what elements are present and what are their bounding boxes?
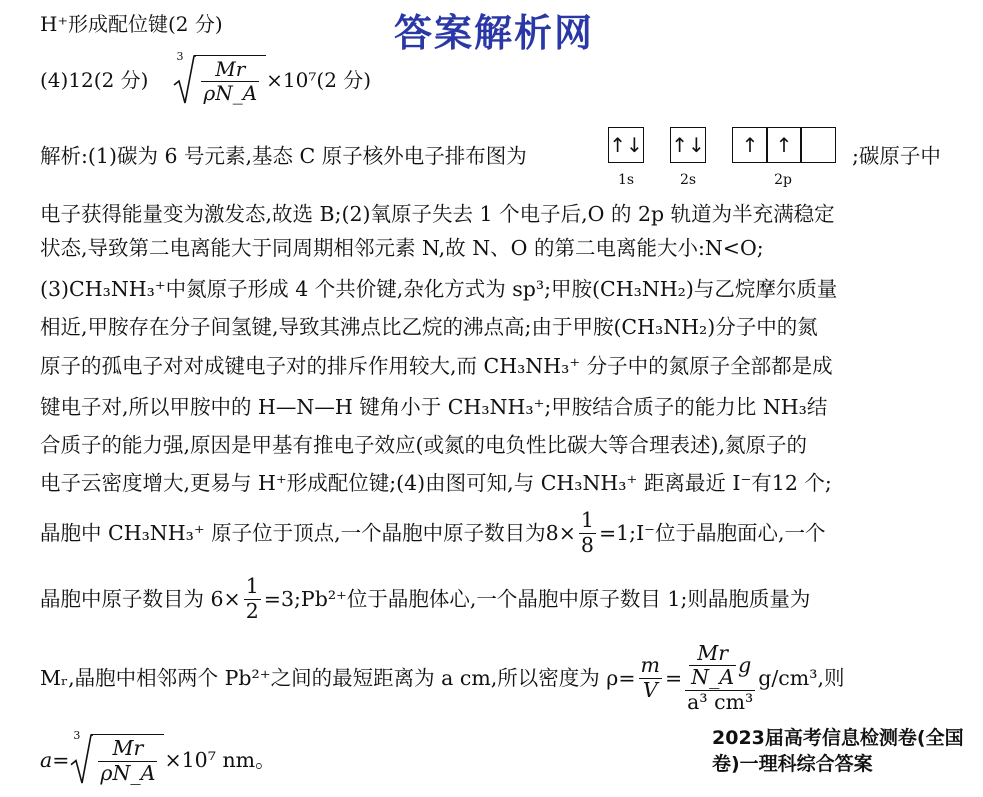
analysis-line-5: 原子的孤电子对对成键电子对的排斥作用较大,而 CH₃NH₃⁺ 分子中的氮原子全部都是成	[40, 354, 833, 378]
answer-line-2-prefix: (4)12(2 分)	[40, 68, 149, 92]
cube-root-expression	[172, 50, 266, 105]
answer-line-1: H⁺形成配位键(2 分)	[40, 12, 223, 36]
one-eighth-fraction	[579, 509, 596, 557]
m-over-v-fraction	[639, 654, 662, 702]
radical-sign-icon	[69, 734, 93, 785]
analysis-line-11	[40, 636, 844, 720]
line-11-suffix: g/cm³,则	[758, 665, 845, 690]
fraction-denominator: N_A	[691, 665, 735, 690]
watermark-logo: 答案解析网	[394, 11, 595, 55]
analysis-line-1: 电子获得能量变为激发态,故选 B;(2)氧原子失去 1 个电子后,O 的 2p 轨道为半充满稳定	[40, 202, 835, 226]
orbital-box-1s: ↑↓	[608, 127, 644, 163]
fraction-denominator: ρN_A	[203, 81, 258, 105]
orbital-box-2p-1: ↑	[732, 127, 768, 163]
orbital-box-2p-3	[800, 127, 836, 163]
line-9-prefix: 晶胞中 CH₃NH₃⁺ 原子位于顶点,一个晶胞中原子数目为8×	[40, 520, 576, 545]
answer-line-2-suffix: ×10⁷(2 分)	[266, 68, 372, 92]
fraction-denominator: V	[642, 677, 658, 702]
orbital-label-1s: 1s	[617, 172, 635, 188]
analysis-line-3: (3)CH₃NH₃⁺中氮原子形成 4 个共价键,杂化方式为 sp³;甲胺(CH₃NH₂)与乙烷摩尔质量	[40, 277, 838, 301]
orbital-box-2p-2: ↑	[766, 127, 802, 163]
analysis-line-8: 电子云密度增大,更易与 H⁺形成配位键;(4)由图可知,与 CH₃NH₃⁺ 距离最近 I⁻有12 个;	[40, 471, 832, 495]
analysis-line-12	[40, 729, 276, 788]
density-denominator: a³ cm³	[687, 689, 754, 714]
line-10-suffix: =3;Pb²⁺位于晶胞体心,一个晶胞中原子数目 1;则晶胞质量为	[263, 586, 811, 611]
density-fraction	[685, 642, 755, 715]
line-12-prefix: a=	[40, 747, 70, 772]
radical-sign-icon	[172, 55, 196, 105]
orbital-label-2p: 2p	[774, 172, 792, 188]
line-10-prefix: 晶胞中原子数目为 6×	[40, 586, 241, 611]
equals-sign: =	[664, 665, 683, 690]
fraction-numerator: Mr	[201, 58, 259, 82]
analysis-line-2: 状态,导致第二电离能大于同周期相邻元素 N,故 N、O 的第二电离能大小:N<O;	[40, 236, 764, 260]
analysis-line-7: 合质子的能力强,原因是甲基有推电子效应(或氮的电负性比碳大等合理表述),氮原子的	[40, 433, 808, 457]
analysis-lead: 解析:(1)碳为 6 号元素,基态 C 原子核外电子排布图为	[40, 144, 527, 168]
analysis-line-9	[40, 508, 826, 558]
analysis-line-10	[40, 574, 810, 624]
mr-over-rho-na-fraction	[98, 737, 157, 785]
fraction-numerator: Mr	[98, 737, 157, 762]
one-half-fraction	[244, 575, 261, 623]
density-unit-g: g	[738, 652, 752, 677]
mr-over-rho-na-fraction	[201, 58, 259, 105]
electron-orbital-diagram	[608, 127, 853, 191]
fraction-denominator: 8	[580, 532, 594, 557]
line-11-prefix: Mᵣ,晶胞中相邻两个 Pb²⁺之间的最短距离为 a cm,所以密度为 ρ=	[40, 665, 636, 690]
cube-root-expression-final	[69, 729, 164, 785]
fraction-numerator: m	[640, 652, 660, 677]
fraction-numerator: 1	[580, 507, 594, 532]
analysis-lead-after: ;碳原子中	[852, 144, 941, 168]
root-index: 3	[73, 729, 81, 743]
orbital-box-2s: ↑↓	[670, 127, 706, 163]
badge-line-2: 卷)一理科综合答案	[712, 752, 873, 775]
fraction-numerator: 1	[245, 573, 259, 598]
fraction-denominator: ρN_A	[100, 761, 156, 785]
orbital-label-2s: 2s	[679, 172, 697, 188]
exam-title-badge	[712, 726, 982, 777]
line-12-suffix: ×10⁷ nm。	[164, 747, 276, 772]
fraction-denominator: 2	[245, 598, 259, 623]
fraction-numerator: Mr	[689, 642, 736, 667]
analysis-line-4: 相近,甲胺存在分子间氢键,导致其沸点比乙烷的沸点高;由于甲胺(CH₃NH₂)分子中的氮	[40, 315, 818, 339]
root-index: 3	[176, 50, 184, 63]
analysis-line-6: 键电子对,所以甲胺中的 H—N—H 键角小于 CH₃NH₃⁺;甲胺结合质子的能力比 NH₃结	[40, 395, 828, 419]
line-9-suffix: =1;I⁻位于晶胞面心,一个	[598, 520, 826, 545]
answer-line-2	[40, 52, 371, 108]
badge-line-1: 2023届高考信息检测卷(全国	[712, 727, 964, 749]
